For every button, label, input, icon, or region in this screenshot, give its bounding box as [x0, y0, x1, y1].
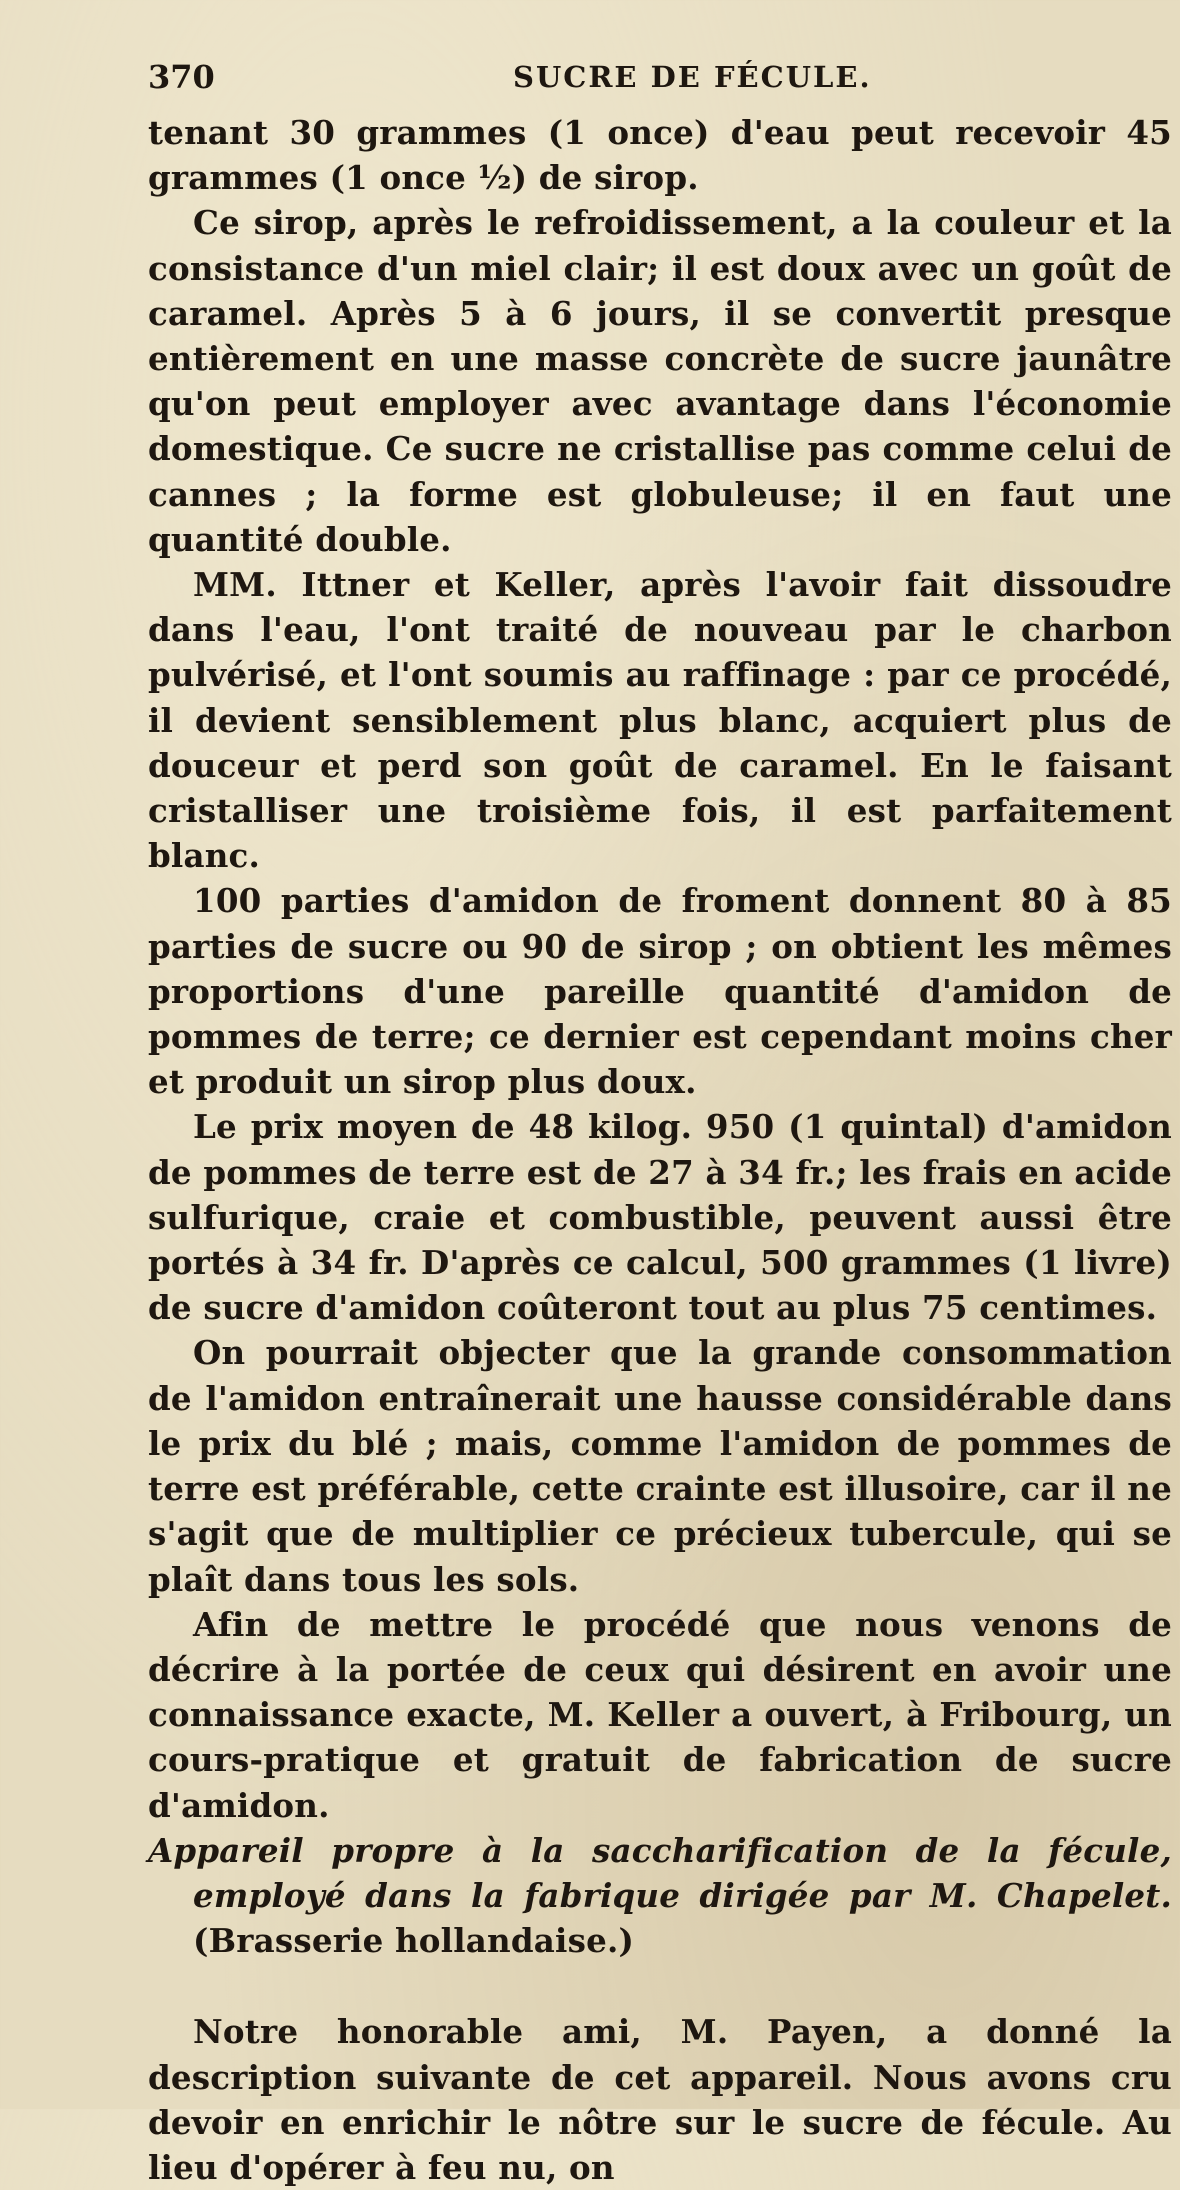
paragraph-2: Ce sirop, après le refroidissement, a la couleur et la consistance d'un miel clair; il est doux avec un goût de caramel. Après 5 à 6 jours, il se convertit presque entièrement en une masse concrète de sucre jaunâtre qu'on peut employer avec avantage dans l'économie domestique. Ce sucre ne cristallise pas comme celui de cannes ; la forme est globuleuse; il en faut une quantité double.	[148, 203, 1172, 559]
paragraph-3: MM. Ittner et Keller, après l'avoir fait dissoudre dans l'eau, l'ont traité de nouveau par le charbon pulvérisé, et l'ont soumis au raffinage : par ce procédé, il devient sensiblement plus blanc, acquiert plus de douceur et perd son goût de caramel. En le faisant cristalliser une troisième fois, il est parfaitement blanc.	[148, 565, 1172, 876]
paragraph-final: Notre honorable ami, M. Payen, a donné la description suivante de cet appareil. Nous avons cru devoir en enrichir le nôtre sur le sucre de fécule. Au lieu d'opérer à feu nu, on	[148, 2012, 1172, 2187]
body-text	[148, 110, 1172, 2190]
section-heading-note: (Brasserie hollandaise.)	[193, 1921, 635, 1961]
page-header	[148, 50, 1172, 110]
paragraph-5: Le prix moyen de 48 kilog. 950 (1 quintal) d'amidon de pommes de terre est de 27 à 34 fr.; les frais en acide sulfurique, craie et combustible, peuvent aussi être portés à 34 fr. D'après ce calcul, 500 grammes (1 livre) de sucre d'amidon coûteront tout au plus 75 centimes.	[148, 1107, 1172, 1328]
section-gap	[148, 1963, 1172, 2009]
page-number: 370	[148, 58, 215, 96]
book-page	[148, 50, 1172, 2187]
paragraph-1: tenant 30 grammes (1 once) d'eau peut recevoir 45 grammes (1 once ½) de sirop.	[148, 113, 1172, 198]
section-heading	[148, 1828, 1172, 1964]
running-head: SUCRE DE FÉCULE.	[513, 60, 872, 94]
section-heading-italic: Appareil propre à la saccharification de la fécule, employé dans la fabrique dirigée par M. Chapelet.	[148, 1830, 1172, 1915]
paragraph-7: Afin de mettre le procédé que nous venons de décrire à la portée de ceux qui désirent en avoir une connaissance exacte, M. Keller a ouvert, à Fribourg, un cours-pratique et gratuit de fabrication de sucre d'amidon.	[148, 1604, 1172, 1825]
paragraph-6: On pourrait objecter que la grande consommation de l'amidon entraînerait une hausse considérable dans le prix du blé ; mais, comme l'amidon de pommes de terre est préférable, cette crainte est illusoire, car il ne s'agit que de multiplier ce précieux tubercule, qui se plaît dans tous les sols.	[148, 1333, 1172, 1599]
paragraph-4: 100 parties d'amidon de froment donnent 80 à 85 parties de sucre ou 90 de sirop ; on obtient les mêmes proportions d'une pareille quantité d'amidon de pommes de terre; ce dernier est cependant moins cher et produit un sirop plus doux.	[148, 881, 1172, 1102]
